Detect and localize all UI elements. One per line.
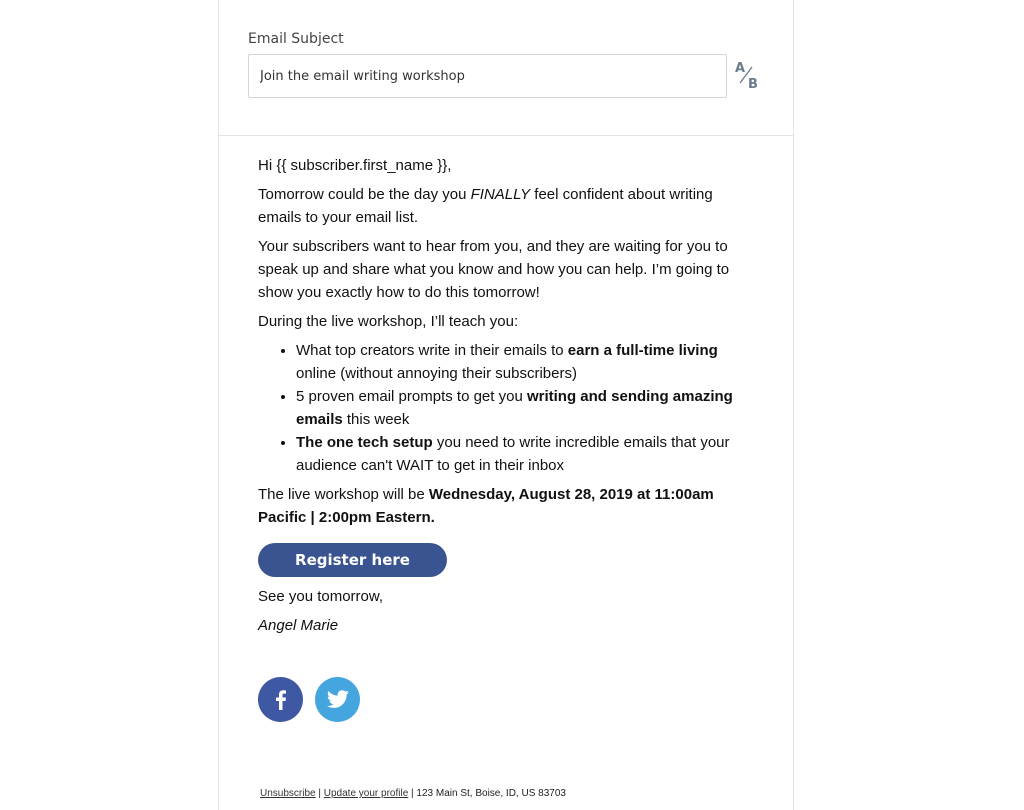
facebook-icon [271,689,291,711]
footer-separator: | [318,788,321,799]
paragraph-subscribers: Your subscribers want to hear from you, and they are waiting for you to speak up and share what you know and how you can help. I’m going to show you exactly how to do this tomorrow! [258,238,730,301]
unsubscribe-link[interactable]: Unsubscribe [260,788,316,799]
list-item: • 5 proven email prompts to get you writing and sending amazing emails this week [296,385,758,431]
subject-section [219,0,793,136]
email-footer [260,788,566,799]
ab-letter-a: A [735,61,746,76]
ab-test-icon[interactable] [733,58,761,92]
social-links [258,677,360,722]
twitter-icon [326,690,350,710]
greeting: Hi {{ subscriber.first_name }}, [258,157,452,174]
list-item: • The one tech setup you need to write incredible emails that your audience can't WAIT to get in their inbox [296,431,758,477]
email-body[interactable] [258,154,758,643]
update-profile-link[interactable]: Update your profile [323,788,409,799]
paragraph-intro: Tomorrow could be the day you FINALLY feel confident about writing emails to your email list. [258,186,713,226]
twitter-button[interactable] [315,677,360,722]
signature: Angel Marie [258,617,339,634]
bullet-list [258,339,758,477]
footer-address: | 123 Main St, Boise, ID, US 83703 [411,788,566,799]
subject-label: Email Subject [248,31,344,47]
email-editor-panel [218,0,794,810]
signoff: See you tomorrow, [258,588,384,605]
register-button[interactable]: Register here [258,543,447,577]
facebook-button[interactable] [258,677,303,722]
ab-letter-b: B [748,77,758,92]
paragraph-teach: During the live workshop, I’ll teach you: [258,313,519,330]
paragraph-schedule: The live workshop will be Wednesday, August 28, 2019 at 11:00am Pacific | 2:00pm Eastern. [258,486,714,526]
subject-input[interactable] [248,54,727,98]
list-item: • What top creators write in their emails to earn a full-time living online (without annoying their subscribers) [296,339,758,385]
